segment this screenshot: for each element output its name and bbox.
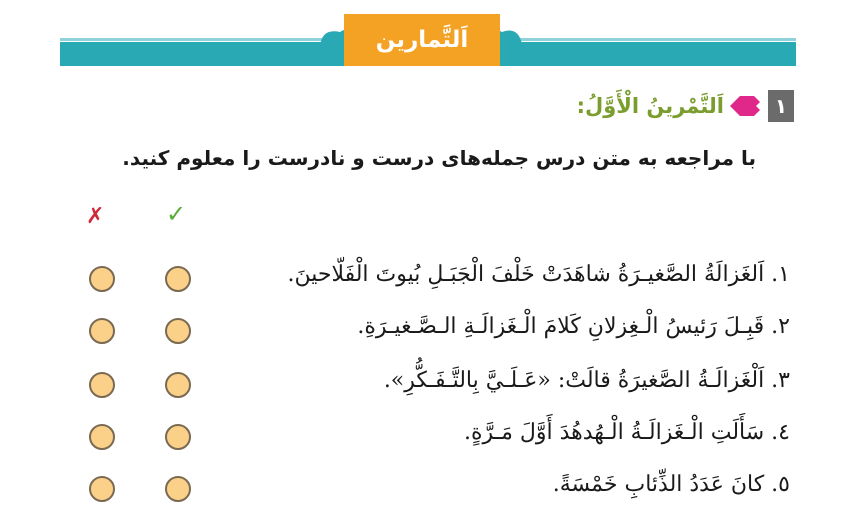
sentence-text: ٢. قَبِـلَ رَئيسُ الْـغِزلانِ كَلامَ الْـغَزالَـةِ الـصَّـغيـرَةِ. [357,314,790,339]
sentence-text: ١. اَلغَزالَةُ الصَّغيـرَةُ شاهَدَتْ خَلْفَ الْجَبَـلِ بُيوتَ الْفَلّاحينَ. [287,262,790,287]
wrong-mark-icon: ✗ [86,204,105,229]
check-mark-icon: ✓ [166,200,187,228]
list-item [0,312,848,352]
list-item [0,366,848,406]
list-item [0,418,848,458]
instruction-text: با مراجعه به متن درس جمله‌های درست و نادرست را معلوم کنید. [122,146,756,170]
section-title: اَلتَّمارين [344,14,500,66]
sentence-text: ٥. كانَ عَدَدُ الذِّئابِ خَمْسَةً. [552,472,790,497]
list-item [0,260,848,300]
false-answer-circle[interactable] [89,424,115,450]
list-item [0,470,848,510]
true-answer-circle[interactable] [165,424,191,450]
false-answer-circle[interactable] [89,318,115,344]
exercise-header [577,90,794,122]
exercise-title: اَلتَّمْرينُ الْأَوَّلُ: [576,94,724,118]
true-answer-circle[interactable] [165,318,191,344]
true-answer-circle[interactable] [165,266,191,292]
false-answer-circle[interactable] [89,266,115,292]
false-answer-circle[interactable] [89,372,115,398]
true-answer-circle[interactable] [165,476,191,502]
false-answer-circle[interactable] [89,476,115,502]
true-answer-circle[interactable] [165,372,191,398]
exercise-number: ١ [768,90,794,122]
sentence-text: ٤. سَأَلَتِ الْـغَزالَـةُ الْـهُدهُدَ أَوَّلَ مَـرَّةٍ. [463,420,790,445]
sentence-text: ٣. اَلْغَزالَـةُ الصَّغيرَةُ قالَتْ: «عَـلَـيَّ بِالتَّـفَـكُّرِ». [383,368,790,393]
pink-diamond-icon [730,94,764,118]
